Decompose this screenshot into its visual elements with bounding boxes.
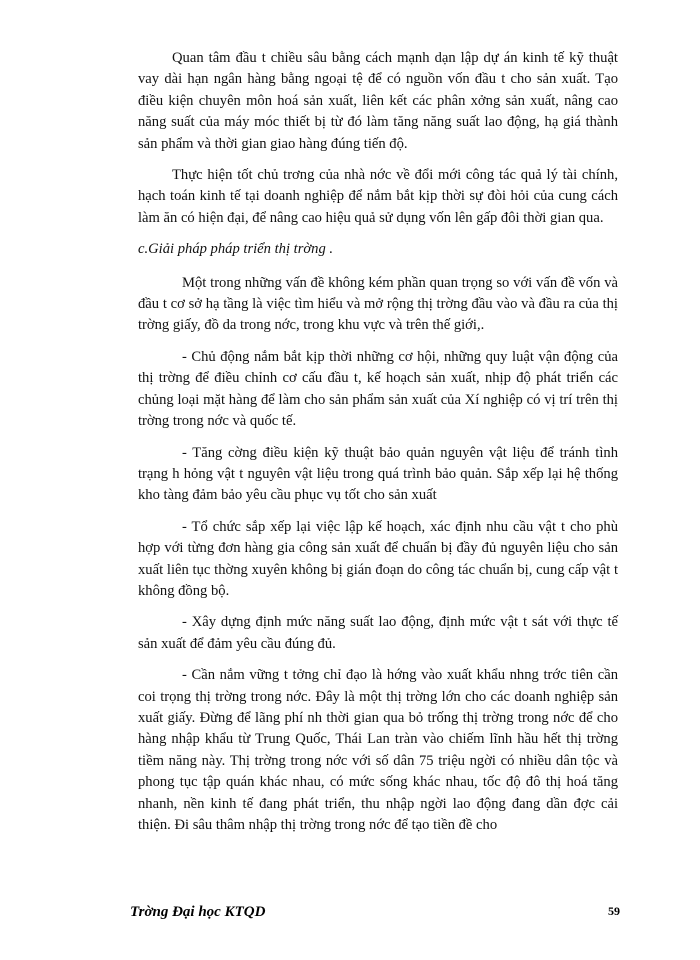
paragraph-bullet-storage: - Tăng cờng điều kiện kỹ thuật bảo quản nguyên vật liệu để tránh tình trạng h hỏng vật t nguyên vật liệu trong quá trình bảo quản. Sắp xếp lại hệ thống kho tàng đảm bảo yêu cầu phục vụ tốt cho sản xuất [138, 444, 618, 504]
paragraph-bullet-planning: - Tổ chức sắp xếp lại việc lập kế hoạch, xác định nhu cầu vật t cho phù hợp với từng đơn hàng gia công sản xuất để chuẩn bị đầy đủ nguyên liệu cho sản xuất liên tục thờng xuyên không bị gián đoạn do công tác chuẩn bị, cung cấp vật t không đồng bộ. [138, 518, 618, 599]
document-page [138, 48, 618, 846]
paragraph-bullet-norms: - Xây dựng định mức năng suất lao động, định mức vật t sát với thực tế sản xuất để đảm yêu cầu đúng đủ. [138, 614, 618, 652]
paragraph-finance-policy: Thực hiện tốt chủ trơng của nhà nớc về đổi mới công tác quả lý tài chính, hạch toán kinh tế tại doanh nghiệp để nắm bắt kịp thời sự đòi hỏi của cung cách làm ăn có hiện đại, để nâng cao hiệu quả sử dụng vốn lên gấp đôi thời gian qua. [138, 167, 618, 226]
page-number: 59 [608, 904, 620, 918]
paragraph-bullet-domestic-market: - Cần nắm vững t tởng chỉ đạo là hớng vào xuất khẩu nhng trớc tiên cần coi trọng thị trờng trong nớc. Đây là một thị trờng lớn cho các doanh nghiệp sản xuất giấy. Đừng để lãng phí nh thời gian qua bỏ trống thị trờng trong nớc để cho hàng nhập khẩu từ Trung Quốc, Thái Lan tràn vào chiếm lĩnh hầu hết thị trờng tiềm năng này. Thị trờng trong nớc với số dân 75 triệu ngời có nhiều dân tộc và phong tục tập quán khác nhau, có mức sống khác nhau, tốc độ đô thị hoá tăng nhanh, nền kinh tế đang phát triển, thu nhập ngời lao động đang dần đợc cải thiện. Đi sâu thâm nhập thị trờng trong nớc để tạo tiền đề cho [138, 667, 618, 833]
section-heading: c.Giải pháp pháp triển thị trờng . [138, 241, 334, 258]
page-footer [130, 904, 620, 928]
paragraph-market-intro: Một trong những vấn đề không kém phần quan trọng so với vấn đề vốn và đầu t cơ sở hạ tầng là việc tìm hiểu và mở rộng thị trờng đầu vào và đầu ra của thị trờng giấy, đồ da trong nớc, trong khu vực và trên thế giới,. [138, 274, 618, 334]
paragraph-investment: Quan tâm đầu t chiều sâu bằng cách mạnh dạn lập dự án kinh tế kỹ thuật vay dài hạn ngân hàng bằng ngoại tệ để có nguồn vốn đầu t cho sản xuất. Tạo điều kiện chuyên môn hoá sản xuất, liên kết các phân xởng sản xuất, nâng cao năng suất của máy móc thiết bị từ đó làm tăng năng suất lao động, hạ giá thành sản phẩm và thời gian giao hàng đúng tiến độ. [138, 50, 618, 152]
footer-institution: Trờng Đại học KTQD [130, 904, 266, 920]
paragraph-bullet-opportunities: - Chủ động nắm bắt kịp thời những cơ hội, những quy luật vận động của thị trờng để điều chỉnh cơ cấu đầu t, kế hoạch sản xuất, nhịp độ phát triển các chủng loại mặt hàng để làm cho sản phẩm sản xuất của Xí nghiệp có vị trí trên thị trờng trong nớc và quốc tế. [138, 348, 618, 430]
